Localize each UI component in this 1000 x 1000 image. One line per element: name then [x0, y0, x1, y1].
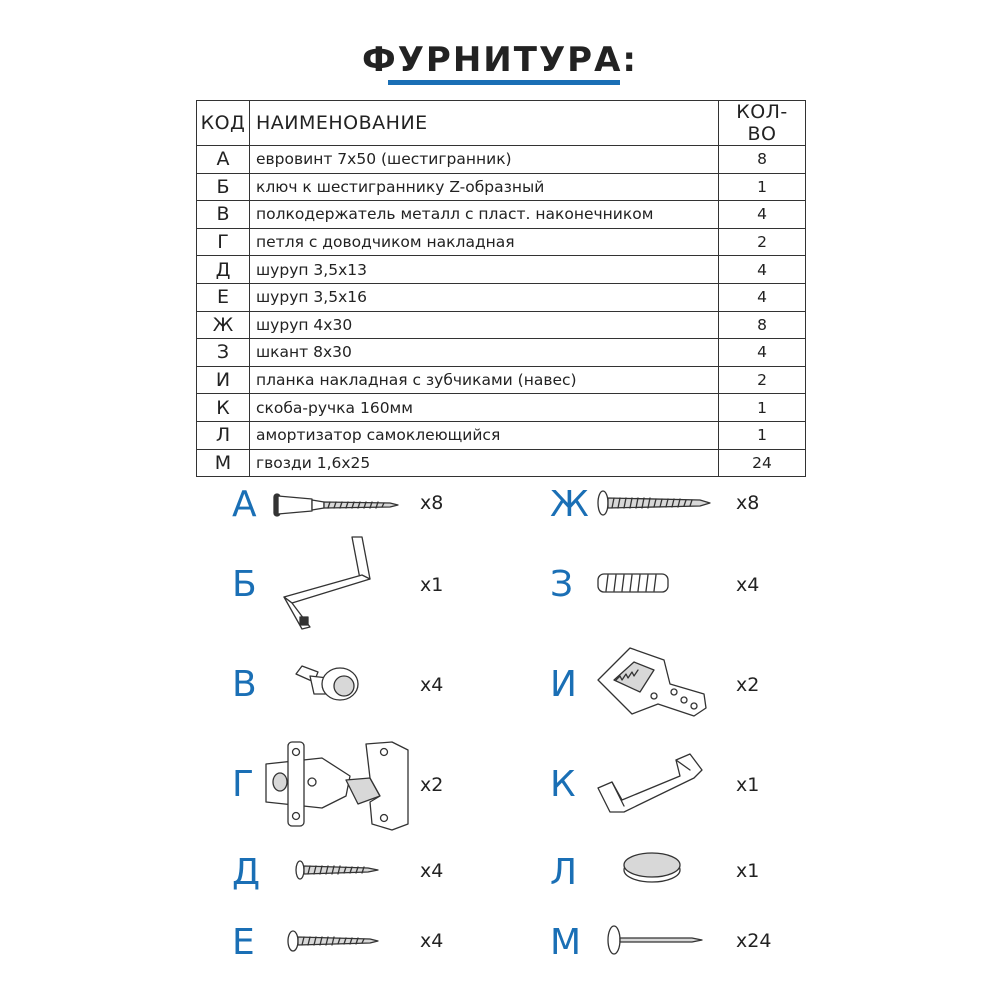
- row-name: гвозди 1,6х25: [250, 449, 719, 477]
- page-title: ФУРНИТУРА:: [362, 40, 638, 80]
- table-row: [197, 311, 806, 339]
- table-row: [197, 228, 806, 256]
- table-row: [197, 421, 806, 449]
- hinge-icon: [262, 738, 412, 833]
- table-row: [197, 146, 806, 174]
- item-qty-i: x2: [736, 674, 760, 696]
- table-row: [197, 283, 806, 311]
- row-code: Ж: [197, 311, 250, 339]
- handle-icon: [594, 746, 714, 816]
- item-letter-i: И: [550, 664, 577, 705]
- row-code: Г: [197, 228, 250, 256]
- item-letter-d: Д: [232, 852, 261, 893]
- row-qty: 4: [719, 339, 806, 367]
- header-qty: КОЛ-ВО: [719, 101, 806, 146]
- row-qty: 8: [719, 311, 806, 339]
- row-name: шуруп 3,5х13: [250, 256, 719, 284]
- item-qty-a: x8: [420, 492, 444, 514]
- row-code: В: [197, 201, 250, 229]
- row-code: М: [197, 449, 250, 477]
- title-underline: [388, 80, 620, 85]
- item-letter-k: К: [550, 764, 576, 805]
- row-name: скоба-ручка 160мм: [250, 394, 719, 422]
- item-qty-zh: x8: [736, 492, 760, 514]
- row-qty: 4: [719, 256, 806, 284]
- table-row: [197, 201, 806, 229]
- table-row: [197, 394, 806, 422]
- screw-short-icon: [294, 858, 394, 882]
- row-name: планка накладная с зубчиками (навес): [250, 366, 719, 394]
- row-name: ключ к шестиграннику Z-образный: [250, 173, 719, 201]
- item-letter-v: В: [232, 664, 257, 705]
- row-code: А: [197, 146, 250, 174]
- table-row: [197, 256, 806, 284]
- item-qty-g: x2: [420, 774, 444, 796]
- table-header-row: [197, 101, 806, 146]
- screw-long-icon: [596, 488, 716, 518]
- row-qty: 1: [719, 173, 806, 201]
- nail-icon: [604, 922, 714, 958]
- row-code: Б: [197, 173, 250, 201]
- item-qty-l: x1: [736, 860, 760, 882]
- row-name: шуруп 3,5х16: [250, 283, 719, 311]
- row-qty: 24: [719, 449, 806, 477]
- item-qty-e: x4: [420, 930, 444, 952]
- row-code: К: [197, 394, 250, 422]
- hanger-plate-icon: [594, 640, 714, 720]
- item-letter-m: М: [550, 922, 582, 963]
- table-row: [197, 339, 806, 367]
- item-qty-v: x4: [420, 674, 444, 696]
- item-letter-b: Б: [232, 564, 257, 605]
- table-row: [197, 449, 806, 477]
- row-code: И: [197, 366, 250, 394]
- row-name: петля с доводчиком накладная: [250, 228, 719, 256]
- row-name: шкант 8х30: [250, 339, 719, 367]
- item-qty-b: x1: [420, 574, 444, 596]
- item-letter-l: Л: [550, 852, 578, 893]
- item-qty-k: x1: [736, 774, 760, 796]
- bumper-icon: [620, 848, 690, 888]
- row-code: Е: [197, 283, 250, 311]
- table-row: [197, 173, 806, 201]
- row-code: З: [197, 339, 250, 367]
- row-qty: 4: [719, 283, 806, 311]
- row-qty: 8: [719, 146, 806, 174]
- row-qty: 2: [719, 366, 806, 394]
- hex-key-icon: [270, 535, 390, 635]
- parts-table: [196, 100, 806, 477]
- item-letter-a: А: [232, 484, 257, 525]
- euroscrew-icon: [272, 490, 402, 520]
- shelf-support-icon: [292, 660, 372, 710]
- header-name: НАИМЕНОВАНИЕ: [250, 101, 719, 146]
- row-name: амортизатор самоклеющийся: [250, 421, 719, 449]
- dowel-icon: [594, 570, 674, 596]
- header-code: КОД: [197, 101, 250, 146]
- item-letter-zh: Ж: [550, 484, 589, 525]
- row-name: евровинт 7х50 (шестигранник): [250, 146, 719, 174]
- item-qty-m: x24: [736, 930, 772, 952]
- row-code: Д: [197, 256, 250, 284]
- row-qty: 4: [719, 201, 806, 229]
- item-letter-g: Г: [232, 764, 254, 805]
- item-letter-e: Е: [232, 922, 255, 963]
- screw-medium-icon: [286, 928, 386, 954]
- row-name: шуруп 4х30: [250, 311, 719, 339]
- item-letter-z: З: [550, 564, 574, 605]
- item-qty-z: x4: [736, 574, 760, 596]
- row-name: полкодержатель металл с пласт. наконечником: [250, 201, 719, 229]
- table-row: [197, 366, 806, 394]
- item-qty-d: x4: [420, 860, 444, 882]
- row-code: Л: [197, 421, 250, 449]
- row-qty: 1: [719, 394, 806, 422]
- row-qty: 2: [719, 228, 806, 256]
- row-qty: 1: [719, 421, 806, 449]
